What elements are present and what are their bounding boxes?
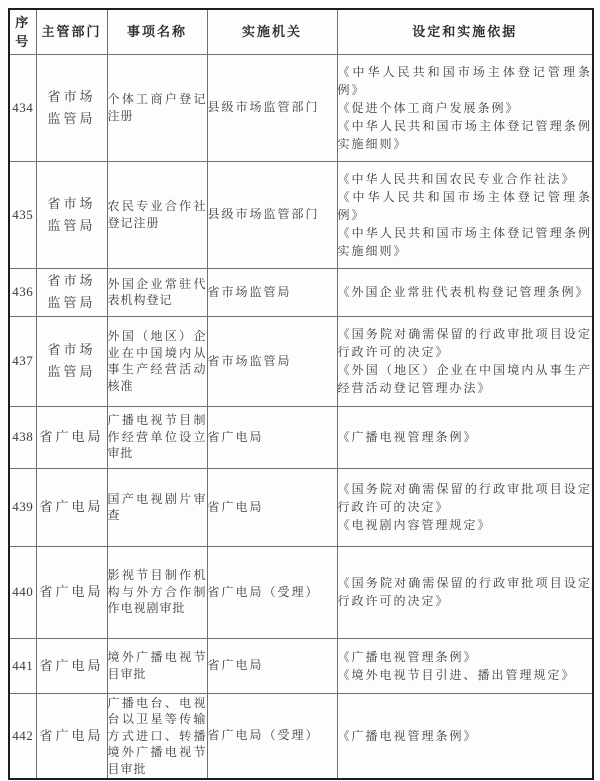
basis-line: 《中华人民共和国市场主体登记管理条例实施细则》 xyxy=(337,118,592,151)
table-body xyxy=(9,54,593,779)
basis-line: 《广播电视管理条例》 xyxy=(337,430,478,444)
basis-line: 《国务院对确需保留的行政审批项目设定行政许可的决定》 xyxy=(337,482,592,514)
basis-line: 《电视剧内容管理规定》 xyxy=(337,518,492,532)
cell-legal-basis xyxy=(337,268,593,316)
cell-legal-basis xyxy=(337,161,593,268)
table-row xyxy=(9,546,593,638)
header-cell-basis: 设定和实施依据 xyxy=(337,9,593,54)
cell-implementing-agency: 省市场监管局 xyxy=(207,316,337,406)
cell-serial-number: 438 xyxy=(9,406,36,468)
cell-item-name: 影视节目制作机构与外方合作制作电视剧审批 xyxy=(107,546,207,638)
cell-item-name: 外国（地区）企业在中国境内从事生产经营活动核准 xyxy=(107,316,207,406)
cell-department: 省广电局 xyxy=(36,468,107,546)
basis-line: 《中华人民共和国市场主体登记管理条例》 xyxy=(337,189,592,222)
cell-item-name: 境外广播电视节目审批 xyxy=(107,638,207,693)
header-cell-no: 序号 xyxy=(9,9,36,54)
basis-line: 《境外电视节目引进、播出管理规定》 xyxy=(337,667,576,682)
cell-implementing-agency: 省市场监管局 xyxy=(207,268,337,316)
basis-line: 《外国（地区）企业在中国境内从事生产经营活动登记管理办法》 xyxy=(337,363,592,395)
cell-implementing-agency: 县级市场监管部门 xyxy=(207,161,337,268)
cell-item-name: 广播电视节目制作经营单位设立审批 xyxy=(107,406,207,468)
cell-item-name: 农民专业合作社登记注册 xyxy=(107,161,207,268)
basis-line: 《广播电视管理条例》 xyxy=(337,728,478,743)
basis-line: 《促进个体工商户发展条例》 xyxy=(337,100,520,115)
basis-line: 《国务院对确需保留的行政审批项目设定行政许可的决定》 xyxy=(337,576,592,608)
cell-legal-basis xyxy=(337,638,593,693)
basis-line: 《广播电视管理条例》 xyxy=(337,649,478,664)
header-cell-agency: 实施机关 xyxy=(207,9,337,54)
cell-item-name: 广播电台、电视台以卫星等传输方式进口、转播境外广播电视节目审批 xyxy=(107,693,207,779)
cell-implementing-agency: 省广电局 xyxy=(207,406,337,468)
table-row xyxy=(9,316,593,406)
cell-legal-basis xyxy=(337,468,593,546)
table-row xyxy=(9,268,593,316)
cell-implementing-agency: 省广电局（受理） xyxy=(207,546,337,638)
table-row xyxy=(9,406,593,468)
table-row xyxy=(9,161,593,268)
header-cell-item-name: 事项名称 xyxy=(107,9,207,54)
basis-line: 《外国企业常驻代表机构登记管理条例》 xyxy=(337,285,590,299)
cell-serial-number: 435 xyxy=(9,161,36,268)
cell-department: 省广电局 xyxy=(36,406,107,468)
basis-line: 《中华人民共和国市场主体登记管理条例实施细则》 xyxy=(337,225,592,258)
cell-department: 省广电局 xyxy=(36,693,107,779)
cell-serial-number: 441 xyxy=(9,638,36,693)
cell-implementing-agency: 省广电局（受理） xyxy=(207,693,337,779)
cell-implementing-agency: 省广电局 xyxy=(207,638,337,693)
cell-serial-number: 436 xyxy=(9,268,36,316)
basis-line: 《中华人民共和国农民专业合作社法》 xyxy=(337,171,576,186)
licensing-items-table xyxy=(8,8,594,780)
cell-legal-basis xyxy=(337,54,593,161)
cell-item-name: 个体工商户登记注册 xyxy=(107,54,207,161)
table-row xyxy=(9,693,593,779)
cell-implementing-agency: 县级市场监管部门 xyxy=(207,54,337,161)
cell-department: 省广电局 xyxy=(36,638,107,693)
cell-item-name: 外国企业常驻代表机构登记 xyxy=(107,268,207,316)
cell-department: 省市场 监管局 xyxy=(36,54,107,161)
cell-department: 省市场 监管局 xyxy=(36,316,107,406)
header-row xyxy=(9,9,593,54)
header-cell-department: 主管部门 xyxy=(36,9,107,54)
cell-serial-number: 440 xyxy=(9,546,36,638)
cell-serial-number: 442 xyxy=(9,693,36,779)
basis-line: 《中华人民共和国市场主体登记管理条例》 xyxy=(337,64,592,97)
cell-legal-basis xyxy=(337,316,593,406)
cell-legal-basis xyxy=(337,546,593,638)
cell-serial-number: 434 xyxy=(9,54,36,161)
table-row xyxy=(9,638,593,693)
cell-department: 省市场 监管局 xyxy=(36,161,107,268)
cell-item-name: 国产电视剧片审查 xyxy=(107,468,207,546)
cell-implementing-agency: 省广电局 xyxy=(207,468,337,546)
cell-serial-number: 437 xyxy=(9,316,36,406)
cell-serial-number: 439 xyxy=(9,468,36,546)
table-row xyxy=(9,54,593,161)
basis-line: 《国务院对确需保留的行政审批项目设定行政许可的决定》 xyxy=(337,327,592,359)
cell-legal-basis xyxy=(337,693,593,779)
table-row xyxy=(9,468,593,546)
cell-legal-basis xyxy=(337,406,593,468)
cell-department: 省广电局 xyxy=(36,546,107,638)
cell-department: 省市场 监管局 xyxy=(36,268,107,316)
